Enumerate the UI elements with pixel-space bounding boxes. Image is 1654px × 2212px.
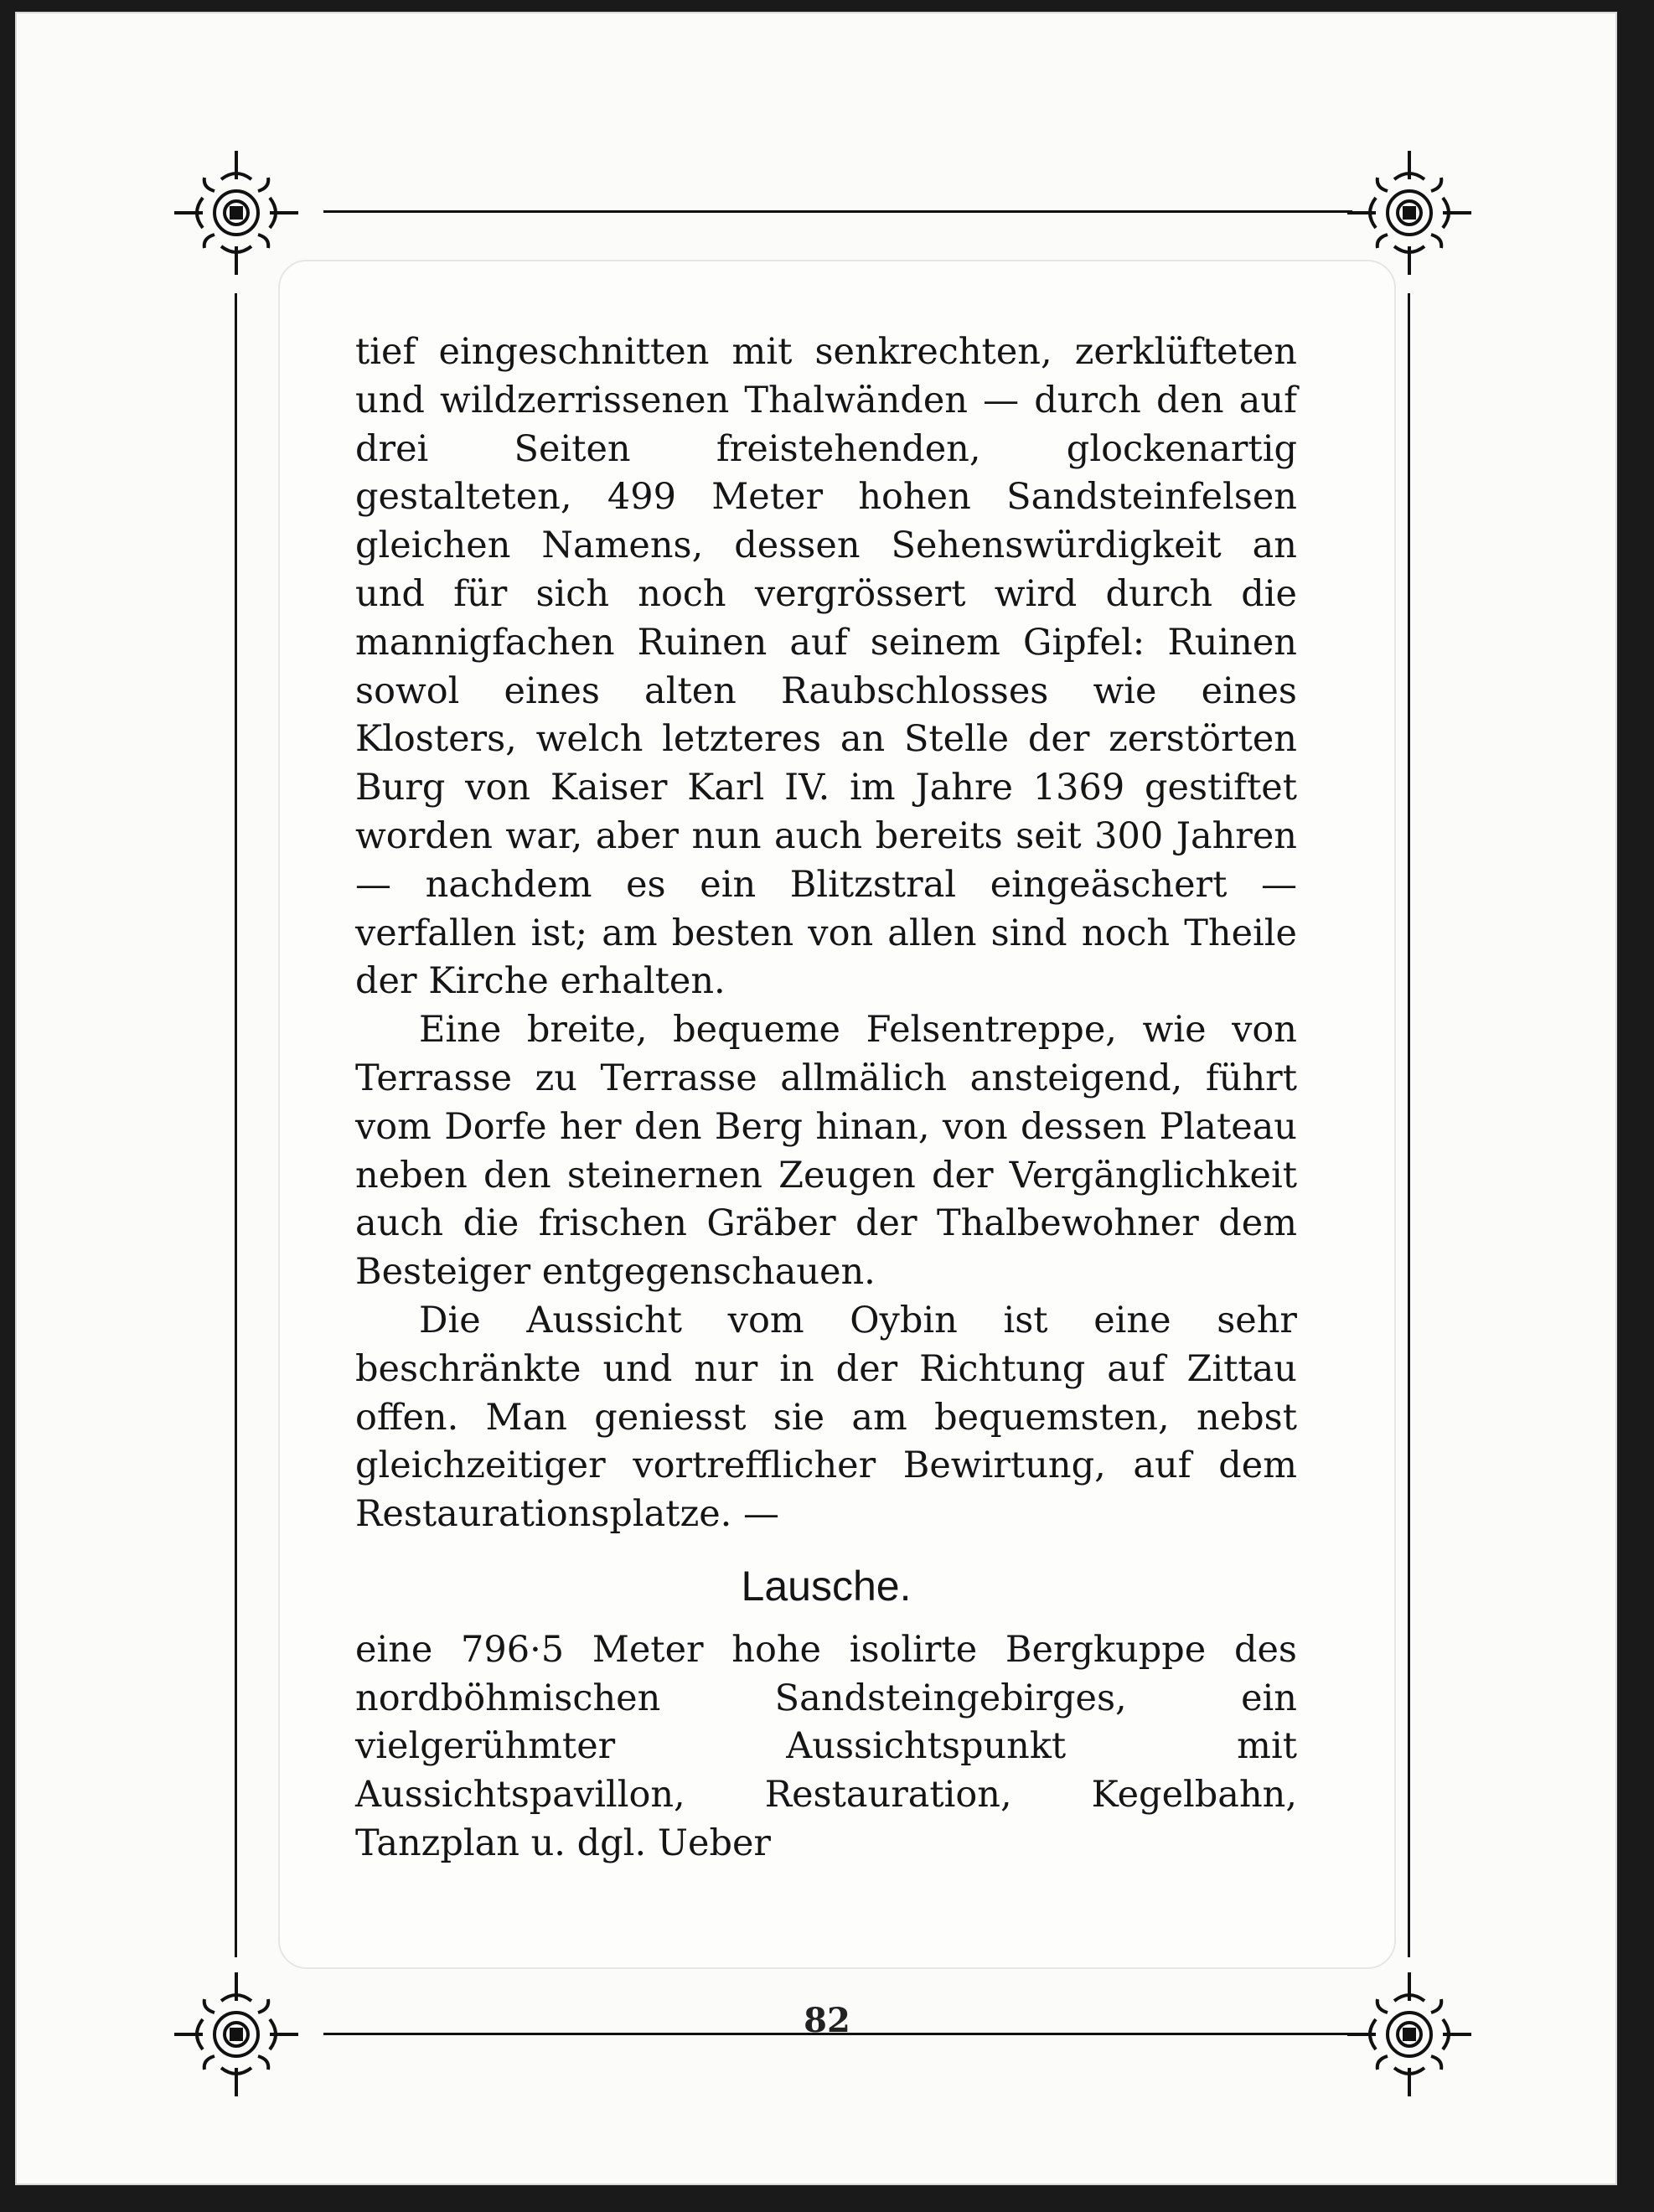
body-text: [355, 328, 1297, 1868]
section-paragraph: eine 796·5 Meter hohe isolirte Bergkuppe des nordböhmischen Sandsteingebirges, ein vielgerühmter Aussichtspunkt mit Aussichtspavillon, Restauration, Kegelbahn, Tanzplan u. dgl. Ueber: [355, 1628, 1297, 1864]
paragraph-1: tief eingeschnitten mit senkrechten, zerklüfteten und wildzerrissenen Thalwänden — durch den auf drei Seiten freistehenden, glockenartig gestalteten, 499 Meter hohen Sandsteinfelsen gleichen Namens, dessen Sehenswürdigkeit an und für sich noch vergrössert wird durch die mannigfachen Ruinen auf seinem Gipfel: Ruinen sowol eines alten Raubschlosses wie eines Klosters, welch letzteres an Stelle der zerstörten Burg von Kaiser Karl IV. im Jahre 1369 gestiftet worden war, aber nun auch bereits seit 300 Jahren — nachdem es ein Blitzstral eingeäschert — verfallen ist; am besten von allen sind noch Theile der Kirche erhalten.: [355, 331, 1297, 1003]
paragraph-2: Eine breite, bequeme Felsentreppe, wie von Terrasse zu Terrasse allmälich ansteigend, führt vom Dorfe her den Berg hinan, von dessen Plateau neben den steinernen Zeugen der Vergänglichkeit auch die frischen Gräber der Thalbewohner dem Besteiger entgegenschauen.: [355, 1009, 1297, 1294]
corner-ornament-icon: [1342, 146, 1476, 280]
page-number: 82: [804, 2001, 850, 2040]
frame-rule-left: [235, 293, 237, 1957]
corner-ornament-icon: [169, 146, 303, 280]
frame-rule-right: [1408, 293, 1410, 1957]
section-heading: Lausche.: [741, 1562, 912, 1610]
frame-rule-top: [323, 210, 1352, 213]
paragraph-3: Die Aussicht vom Oybin ist eine sehr beschränkte und nur in der Richtung auf Zittau offen. Man geniesst sie am bequemsten, nebst gleichzeitiger vortrefflicher Bewirtung, auf dem Restaurationsplatze. —: [355, 1299, 1297, 1536]
